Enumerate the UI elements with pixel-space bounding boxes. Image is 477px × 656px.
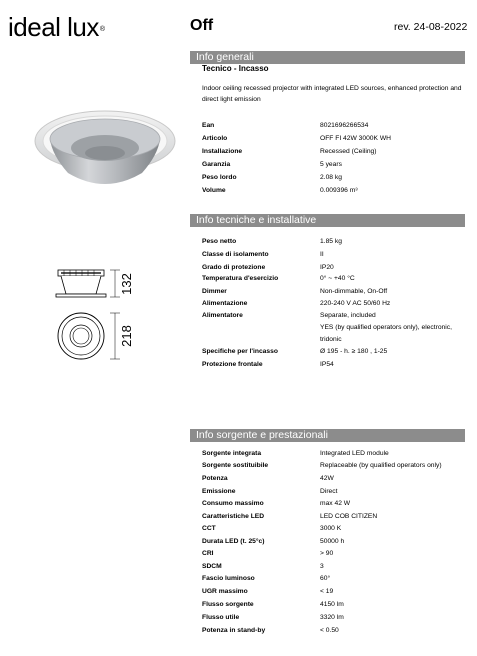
spec-row-potenza xyxy=(202,473,465,486)
section-header-general: Info generali xyxy=(190,51,465,64)
spec-label: Emissione xyxy=(202,488,236,495)
spec-value: LED COB CITIZEN xyxy=(320,513,378,520)
spec-row-consumo-massimo xyxy=(202,498,465,511)
section-header-technical: Info tecniche e installative xyxy=(190,214,465,227)
spec-value: 60° xyxy=(320,575,331,582)
spec-label: UGR massimo xyxy=(202,588,248,595)
brand-logo xyxy=(8,12,105,42)
spec-row-articolo xyxy=(202,133,465,146)
spec-value: 220-240 V AC 50/60 Hz xyxy=(320,300,391,307)
spec-value: IP20 xyxy=(320,264,334,271)
spec-row-flusso-utile xyxy=(202,612,465,625)
spec-row-protezione-frontale xyxy=(202,359,465,372)
spec-label: Flusso sorgente xyxy=(202,601,254,608)
spec-label: Fascio luminoso xyxy=(202,575,255,582)
spec-row-potenza-stand-by xyxy=(202,625,465,638)
spec-row-garanzia xyxy=(202,159,465,172)
spec-value: OFF FI 42W 3000K WH xyxy=(320,135,391,142)
spec-value: > 90 xyxy=(320,550,334,557)
spec-value: Recessed (Ceiling) xyxy=(320,148,377,155)
spec-label: Consumo massimo xyxy=(202,500,264,507)
spec-row-installazione xyxy=(202,146,465,159)
spec-row-temperatura xyxy=(202,273,465,286)
spec-label: Caratteristiche LED xyxy=(202,513,265,520)
spec-value: Non-dimmable, On-Off xyxy=(320,288,388,295)
spec-label: Alimentatore xyxy=(202,312,243,319)
spec-value: II xyxy=(320,251,324,258)
spec-row-flusso-sorgente xyxy=(202,599,465,612)
spec-value: 3320 lm xyxy=(320,614,344,621)
spec-label: Grado di protezione xyxy=(202,264,266,271)
spec-label: CRI xyxy=(202,550,214,557)
spec-value: 50000 h xyxy=(320,538,345,545)
spec-label: CCT xyxy=(202,525,216,532)
spec-row-sorgente-sostituibile xyxy=(202,460,465,473)
spec-value: Replaceable (by qualified operators only) xyxy=(320,462,442,469)
side-view-drawing xyxy=(52,264,142,309)
spec-row-cct xyxy=(202,523,465,536)
spec-label: Ean xyxy=(202,122,215,129)
spec-label: Volume xyxy=(202,187,226,194)
spec-value: 2.08 kg xyxy=(320,174,342,181)
spec-value: 8021696266534 xyxy=(320,122,369,129)
brand-logo-text: ideal lux xyxy=(8,12,99,42)
height-dimension: 132 xyxy=(119,273,134,295)
spec-row-volume xyxy=(202,185,465,198)
spec-label: Peso lordo xyxy=(202,174,237,181)
spec-value: < 0.50 xyxy=(320,627,339,634)
spec-value: Integrated LED module xyxy=(320,450,389,457)
registered-mark: ® xyxy=(99,26,105,33)
spec-label: Temperatura d'esercizio xyxy=(202,275,279,282)
spec-value: 4150 lm xyxy=(320,601,344,608)
category-subtitle: Tecnico - Incasso xyxy=(202,64,269,73)
spec-row-classe-isolamento xyxy=(202,249,465,262)
spec-value: 0° ~ +40 °C xyxy=(320,275,355,282)
spec-row-cri xyxy=(202,548,465,561)
spec-value: Ø 195 - h. ≥ 180 , 1-25 xyxy=(320,348,388,355)
spec-value: < 19 xyxy=(320,588,334,595)
product-photo xyxy=(30,103,180,191)
spec-value: IP54 xyxy=(320,361,334,368)
spec-row-peso-netto xyxy=(202,236,465,249)
spec-label: Installazione xyxy=(202,148,243,155)
spec-value: 42W xyxy=(320,475,334,482)
revision-date: rev. 24-08-2022 xyxy=(394,21,468,33)
spec-row-peso-lordo xyxy=(202,172,465,185)
spec-label: Sorgente sostituibile xyxy=(202,462,269,469)
spec-value: 5 years xyxy=(320,161,342,168)
spec-label: Specifiche per l'incasso xyxy=(202,348,278,355)
spec-value: 3 xyxy=(320,563,324,570)
spec-value: 0.009396 m³ xyxy=(320,187,358,194)
spec-label: Dimmer xyxy=(202,288,227,295)
spec-row-fascio-luminoso xyxy=(202,573,465,586)
spec-label: SDCM xyxy=(202,563,222,570)
spec-value: 1.85 kg xyxy=(320,238,342,245)
spec-label: Durata LED (t. 25°c) xyxy=(202,538,265,545)
spec-label: Flusso utile xyxy=(202,614,240,621)
spec-value: 3000 K xyxy=(320,525,342,532)
section-header-source: Info sorgente e prestazionali xyxy=(190,429,465,442)
spec-row-alimentatore-detail xyxy=(202,322,465,348)
spec-value: max 42 W xyxy=(320,500,351,507)
spec-value: YES (by qualified operators only), electronic, tridonic xyxy=(320,324,452,343)
spec-label: Protezione frontale xyxy=(202,361,263,368)
diameter-dimension: 218 xyxy=(119,325,134,347)
spec-value: Separate, included xyxy=(320,312,376,319)
spec-label: Potenza xyxy=(202,475,228,482)
spec-label: Peso netto xyxy=(202,238,237,245)
spec-row-specifiche-incasso xyxy=(202,346,465,359)
spec-label: Potenza in stand-by xyxy=(202,627,266,634)
spec-label: Articolo xyxy=(202,135,228,142)
spec-label: Sorgente integrata xyxy=(202,450,262,457)
spec-label: Alimentazione xyxy=(202,300,248,307)
spec-row-ugr-massimo xyxy=(202,586,465,599)
product-description: Indoor ceiling recessed projector with integrated LED sources, enhanced protection and direct light emission xyxy=(202,85,462,103)
product-title: Off xyxy=(190,17,214,34)
spec-row-ean xyxy=(202,120,465,133)
spec-label: Garanzia xyxy=(202,161,231,168)
spec-value: Direct xyxy=(320,488,338,495)
spec-label: Classe di isolamento xyxy=(202,251,269,258)
top-view-drawing xyxy=(52,309,142,364)
